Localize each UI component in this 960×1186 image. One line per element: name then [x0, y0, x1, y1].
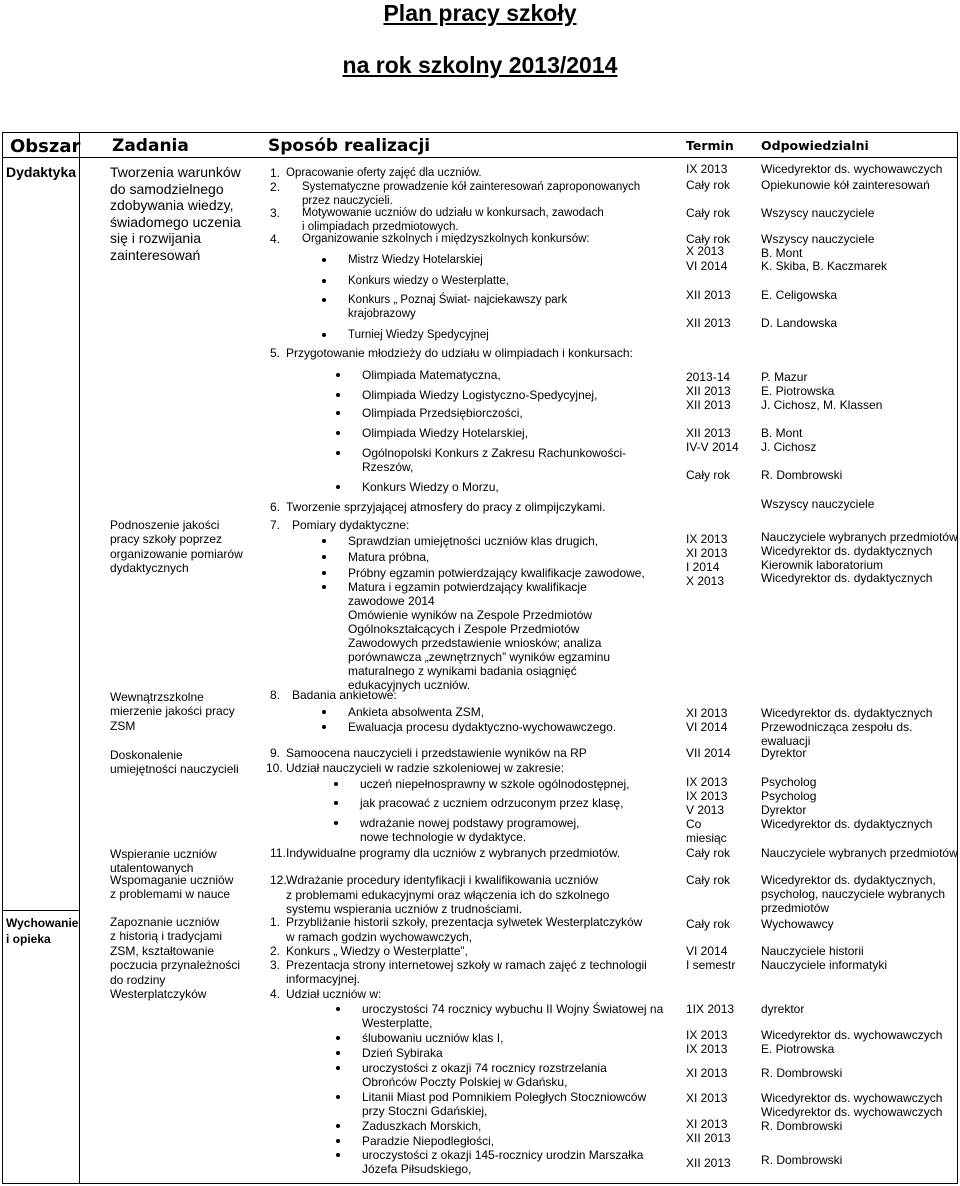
item-number: 2. [270, 944, 281, 958]
responsible-line: Wicedyrektor ds. wychowawczych [761, 1105, 943, 1119]
realization-line: Zawodowych przedstawienie wniosków; analiza [348, 636, 602, 650]
task-line: Westerplatczyków [110, 987, 207, 1001]
realization-line: Olimpiada Wiedzy Logistyczno-Spedycyjnej, [362, 388, 598, 402]
bullet-icon [336, 1007, 340, 1011]
deadline-line: XI 2013 [686, 706, 728, 720]
deadline-line: XII 2013 [686, 384, 731, 398]
responsible-line: dyrektor [761, 1002, 805, 1016]
responsible-line: Kierownik laboratorium [761, 558, 884, 572]
task-line: do rodziny [110, 972, 166, 987]
realization-line: Przygotowanie młodzieży do udziału w olimpiadach i konkursach: [286, 346, 633, 360]
task-line: się i rozwijania [110, 230, 202, 246]
item-number: 7. [270, 518, 281, 532]
item-number: 2. [270, 180, 281, 194]
deadline-line: IV-V 2014 [686, 440, 739, 454]
bullet-icon [336, 1066, 340, 1070]
item-number: 3. [270, 206, 281, 220]
realization-line: zawodowe 2014 [348, 594, 435, 608]
realization-line: Konkurs „ Poznaj Świat- najciekawszy park [348, 294, 568, 306]
responsible-line: Wicedyrektor ds. dydaktycznych [761, 544, 933, 558]
responsible-line: R. Dombrowski [761, 1119, 843, 1133]
responsible-line: E. Piotrowska [761, 1042, 835, 1056]
task-line: Doskonalenie [110, 748, 183, 762]
deadline-line: IX 2013 [686, 1042, 728, 1056]
responsible-line: Nauczyciele historii [761, 944, 864, 958]
task-line: zdobywania wiedzy, [110, 197, 234, 213]
deadline-line: XI 2013 [686, 546, 728, 560]
responsible-line: Wicedyrektor ds. dydaktycznych [761, 706, 933, 720]
responsible-line: E. Piotrowska [761, 384, 835, 398]
area-label: Dydaktyka [6, 164, 77, 180]
deadline-line: I 2014 [686, 560, 720, 574]
deadline-line: IX 2013 [686, 775, 728, 789]
realization-line: Pomiary dydaktyczne: [292, 518, 410, 532]
deadline-line: XII 2013 [686, 288, 731, 302]
realization-line: Olimpiada Przedsiębiorczości, [362, 406, 523, 420]
task-line: Wspomaganie uczniów [110, 873, 234, 887]
realization-line: Ankieta absolwenta ZSM, [348, 705, 485, 719]
table-bottom-rule [2, 1183, 958, 1184]
bullet-icon [336, 1153, 340, 1157]
table-left-border [2, 132, 3, 1184]
responsible-line: Psycholog [761, 789, 817, 803]
area-label: Wychowanie [6, 916, 79, 930]
bullet-icon [336, 373, 340, 377]
task-line: z problemami w nauce [110, 887, 231, 902]
realization-line: w ramach godzin wychowawczych, [286, 930, 473, 944]
bullet-icon [322, 585, 326, 589]
responsible-line: Psycholog [761, 775, 817, 789]
item-number: 1. [270, 166, 281, 180]
bullet-icon [336, 485, 340, 489]
deadline-line: XI 2013 [686, 1066, 728, 1080]
responsible-line: Wicedyrektor ds. wychowawczych [761, 1028, 943, 1042]
bullet-icon [322, 333, 326, 337]
realization-line: nowe technologie w dydaktyce. [360, 830, 527, 844]
responsible-line: Dyrektor [761, 746, 807, 760]
responsible-line: J. Cichosz, M. Klassen [761, 398, 883, 412]
bullet-icon [334, 782, 338, 786]
realization-line: z problemami edukacyjnymi oraz włączenia ich do szkolnego [286, 888, 610, 902]
realization-line: Udział nauczycieli w radzie szkoleniowej w zakresie: [286, 761, 565, 775]
bullet-icon [336, 1139, 340, 1143]
item-number: 11. [270, 846, 286, 860]
task-line: Tworzenia warunków [110, 164, 241, 180]
deadline-line: 2013-14 [686, 370, 731, 384]
realization-line: informacyjnej. [286, 972, 361, 986]
realization-line: przy Stoczni Gdańskiej, [362, 1104, 488, 1118]
responsible-line: R. Dombrowski [761, 1066, 843, 1080]
bullet-icon [322, 298, 326, 302]
bullet-icon [322, 725, 326, 729]
bullet-icon [334, 821, 338, 825]
responsible-line: J. Cichosz [761, 440, 817, 454]
realization-line: Konkurs Wiedzy o Morzu, [362, 480, 499, 494]
bullet-icon [336, 1095, 340, 1099]
deadline-line: Cały rok [686, 206, 731, 220]
realization-line: Sprawdzian umiejętności uczniów klas drugich, [348, 534, 599, 548]
column-divider [79, 132, 80, 1184]
realization-line: Udział uczniów w: [286, 987, 382, 1001]
responsible-line: Wszyscy nauczyciele [761, 206, 875, 220]
item-number: 1. [270, 915, 281, 929]
deadline-line: IX 2013 [686, 532, 728, 546]
bullet-icon [336, 431, 340, 435]
deadline-line: IX 2013 [686, 789, 728, 803]
realization-line: Matura próbna, [348, 550, 430, 564]
realization-line: Systematyczne prowadzenie kół zainteresowań zaproponowanych [302, 181, 641, 193]
responsible-line: B. Mont [761, 426, 803, 440]
item-number: 12. [270, 873, 287, 887]
school-year-subtitle: na rok szkolny 2013/2014 [342, 52, 618, 78]
deadline-line: Co [686, 817, 702, 831]
deadline-line: IX 2013 [686, 1028, 728, 1042]
responsible-line: E. Celigowska [761, 288, 838, 302]
realization-line: przez nauczycieli. [302, 195, 393, 207]
task-line: z historią i tradycjami [110, 929, 223, 944]
responsible-line: P. Mazur [761, 370, 808, 384]
column-header: Odpowiedzialni [761, 138, 869, 153]
realization-line: i olimpiadach przedmiotowych. [302, 221, 459, 233]
deadline-line: V 2013 [686, 803, 725, 817]
realization-line: Samoocena nauczycieli i przedstawienie wyników na RP [286, 746, 587, 760]
task-line: ZSM, kształtowanie [110, 943, 215, 958]
realization-line: Westerplatte, [362, 1016, 433, 1030]
realization-line: porównawcza „zewnętrznych” wyników egzaminu [348, 650, 611, 664]
responsible-line: Przewodnicząca zespołu ds. [761, 720, 913, 734]
realization-line: Olimpiada Wiedzy Hotelarskiej, [362, 426, 529, 440]
realization-line: Próbny egzamin potwierdzający kwalifikacje zawodowe, [348, 566, 645, 580]
realization-line: Litanii Miast pod Pomnikiem Poległych Stoczniowców [362, 1090, 647, 1104]
responsible-line: Dyrektor [761, 803, 807, 817]
responsible-line: Wicedyrektor ds. wychowawczych [761, 162, 943, 176]
bullet-icon [336, 393, 340, 397]
realization-line: Olimpiada Matematyczna, [362, 368, 501, 382]
responsible-line: K. Skiba, B. Kaczmarek [761, 259, 888, 273]
responsible-line: Wicedyrektor ds. dydaktycznych [761, 571, 933, 585]
responsible-line: Wicedyrektor ds. dydaktycznych, [761, 873, 936, 887]
deadline-line: XII 2013 [686, 426, 731, 440]
task-line: świadomego uczenia [110, 213, 241, 230]
deadline-line: VI 2014 [686, 259, 728, 273]
deadline-line: X 2013 [686, 244, 725, 258]
realization-line: uroczystości z okazji 145-rocznicy urodzin Marszałka [362, 1148, 644, 1162]
responsible-line: D. Landowska [761, 316, 838, 330]
task-line: Wewnątrzszkolne [110, 690, 204, 704]
item-number: 3. [270, 958, 281, 972]
bullet-icon [322, 555, 326, 559]
responsible-line: Nauczyciele wybranych przedmiotów [761, 846, 958, 860]
responsible-line: Wszyscy nauczyciele [761, 232, 875, 246]
deadline-line: XI 2013 [686, 1091, 728, 1105]
realization-line: Dzień Sybiraka [362, 1046, 443, 1060]
responsible-line: ewaluacji [761, 734, 811, 748]
realization-line: Motywowanie uczniów do udziału w konkursach, zawodach [302, 207, 604, 219]
realization-line: Ewaluacja procesu dydaktyczno-wychowawczego. [348, 720, 617, 734]
task-line: Podnoszenie jakości [110, 518, 220, 532]
task-line: pracy szkoły poprzez [110, 532, 223, 547]
column-header: Termin [686, 138, 734, 153]
task-line: umiejętności nauczycieli [110, 762, 239, 777]
deadline-line: Cały rok [686, 917, 731, 931]
realization-line: jak pracować z uczniem odrzuconym przez klasę, [360, 796, 624, 810]
column-header: Zadania [112, 136, 189, 156]
task-line: poczucia przynależności [110, 958, 241, 973]
realization-line: Paradzie Niepodległości, [362, 1134, 495, 1148]
responsible-line: przedmiotów [761, 901, 830, 915]
deadline-line: IX 2013 [686, 162, 728, 176]
realization-line: ślubowaniu uczniów klas I, [362, 1031, 504, 1045]
realization-line: Ogólnokształcących i Zespole Przedmiotów [348, 622, 580, 636]
section-divider [2, 910, 79, 911]
realization-line: Ogólnopolski Konkurs z Zakresu Rachunkowości- [362, 446, 627, 460]
realization-line: Badania ankietowe: [292, 688, 397, 702]
bullet-icon [336, 1124, 340, 1128]
deadline-line: VII 2014 [686, 746, 731, 760]
realization-line: Wdrażanie procedury identyfikacji i kwalifikowania uczniów [286, 873, 599, 887]
deadline-line: miesiąc [686, 831, 727, 845]
bullet-icon [334, 801, 338, 805]
item-number: 6. [270, 500, 281, 514]
realization-line: Organizowanie szkolnych i międzyszkolnych konkursów: [302, 233, 590, 245]
realization-line: systemu wspierania uczniów z trudnościami. [286, 902, 523, 916]
realization-line: Zaduszkach Morskich, [362, 1119, 482, 1133]
item-number: 4. [270, 987, 281, 1001]
task-line: mierzenie jakości pracy [110, 704, 235, 719]
item-number: 8. [270, 688, 281, 702]
realization-line: Konkurs „ Wiedzy o Westerplatte”, [286, 944, 468, 958]
realization-line: Mistrz Wiedzy Hotelarskiej [348, 254, 483, 266]
realization-line: Opracowanie oferty zajęć dla uczniów. [286, 167, 482, 179]
responsible-line: R. Dombrowski [761, 468, 843, 482]
realization-line: uczeń niepełnosprawny w szkole ogólnodostępnej, [360, 777, 630, 791]
realization-line: maturalnego z wynikami badania osiągnięć [348, 664, 577, 678]
area-label: i opieka [6, 932, 51, 946]
deadline-line: Cały rok [686, 232, 731, 246]
item-number: 5. [270, 346, 281, 360]
deadline-line: XII 2013 [686, 1131, 731, 1145]
task-line: dydaktycznych [110, 561, 189, 576]
deadline-line: Cały rok [686, 178, 731, 192]
column-header: Sposób realizacji [268, 136, 431, 156]
realization-line: uroczystości 74 rocznicy wybuchu II Wojny Światowej na [362, 1002, 664, 1016]
bullet-icon [322, 539, 326, 543]
bullet-icon [322, 258, 326, 262]
realization-line: uroczystości z okazji 74 rocznicy rozstrzelania [362, 1061, 607, 1075]
responsible-line: Wicedyrektor ds. dydaktycznych [761, 817, 933, 831]
deadline-line: Cały rok [686, 468, 731, 482]
deadline-line: 1IX 2013 [686, 1002, 735, 1016]
item-number: 9. [270, 746, 281, 760]
deadline-line: VI 2014 [686, 944, 728, 958]
plan-title: Plan pracy szkoły [383, 0, 577, 26]
responsible-line: B. Mont [761, 246, 803, 260]
responsible-line: Opiekunowie kół zainteresowań [761, 178, 930, 192]
responsible-line: R. Dombrowski [761, 1153, 843, 1167]
realization-line: Matura i egzamin potwierdzający kwalifikacje [348, 580, 587, 594]
deadline-line: Cały rok [686, 873, 731, 887]
bullet-icon [336, 451, 340, 455]
realization-line: Indywidualne programy dla uczniów z wybranych przedmiotów. [286, 846, 621, 860]
task-line: organizowanie pomiarów [110, 546, 243, 561]
responsible-line: Wicedyrektor ds. wychowawczych [761, 1091, 943, 1105]
task-line: do samodzielnego [110, 180, 224, 197]
header-top-rule [2, 132, 958, 133]
responsible-line: psycholog, nauczyciele wybranych [761, 887, 946, 901]
realization-line: edukacyjnych uczniów. [348, 678, 471, 692]
item-number: 4. [270, 232, 281, 246]
realization-line: Konkurs wiedzy o Westerplatte, [348, 275, 509, 287]
realization-line: krajobrazowy [348, 308, 416, 320]
column-header: Obszar [10, 136, 81, 157]
deadline-line: XII 2013 [686, 316, 731, 330]
table-right-border [957, 132, 958, 1184]
realization-line: Omówienie wyników na Zespole Przedmiotów [348, 608, 593, 622]
deadline-line: X 2013 [686, 574, 725, 588]
task-line: zainteresowań [110, 246, 201, 263]
realization-line: Przybliżanie historii szkoły, prezentacja sylwetek Westerplatczyków [286, 915, 643, 929]
item-number: 10. [266, 761, 283, 775]
deadline-line: I semestr [686, 958, 736, 972]
task-line: Zapoznanie uczniów [110, 915, 220, 929]
realization-line: Prezentacja strony internetowej szkoły w ramach zajęć z technologii [286, 958, 647, 972]
bullet-icon [322, 279, 326, 283]
responsible-line: Wszyscy nauczyciele [761, 497, 875, 511]
responsible-line: Nauczyciele informatyki [761, 958, 888, 972]
realization-line: Tworzenie sprzyjającej atmosfery do pracy z olimpijczykami. [286, 500, 606, 514]
bullet-icon [336, 1036, 340, 1040]
deadline-line: XI 2013 [686, 1117, 728, 1131]
task-line: Wspieranie uczniów [110, 847, 217, 861]
bullet-icon [336, 411, 340, 415]
deadline-line: VI 2014 [686, 720, 728, 734]
realization-line: Rzeszów, [362, 460, 414, 474]
responsible-line: Nauczyciele wybranych przedmiotów [761, 530, 958, 544]
deadline-line: XII 2013 [686, 1156, 731, 1170]
bullet-icon [322, 710, 326, 714]
deadline-line: Cały rok [686, 846, 731, 860]
realization-line: Obrońców Poczty Polskiej w Gdańsku, [362, 1075, 568, 1089]
deadline-line: XII 2013 [686, 398, 731, 412]
task-line: ZSM [110, 718, 136, 733]
task-line: utalentowanych [110, 861, 194, 876]
header-bottom-rule [2, 157, 958, 158]
bullet-icon [322, 571, 326, 575]
realization-line: wdrażanie nowej podstawy programowej, [360, 816, 580, 830]
realization-line: Turniej Wiedzy Spedycyjnej [348, 329, 489, 341]
bullet-icon [336, 1051, 340, 1055]
realization-line: Józefa Piłsudskiego, [362, 1162, 472, 1176]
responsible-line: Wychowawcy [761, 917, 834, 931]
